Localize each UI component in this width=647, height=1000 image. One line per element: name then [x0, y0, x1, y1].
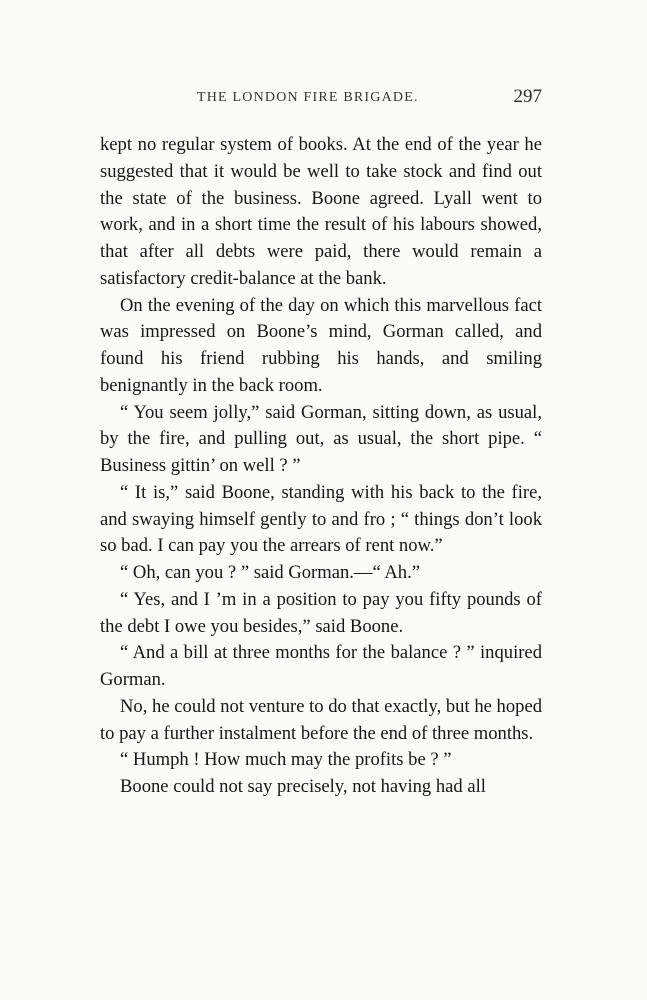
paragraph: “ It is,” said Boone, standing with his back to the fire, and swaying himself gently to and fro ; “ things don’t look so bad. I can pay you the arrears of rent now.”: [100, 481, 542, 557]
running-head: [100, 88, 542, 112]
paragraph-continued: kept no regular system of books. At the end of the year he suggested that it would be well to take stock and find out the state of the business. Boone agreed. Lyall went to work, and in a short time the result of his labours showed, that after all debts were paid, there would remain a satisfactory credit-balance at the bank.: [100, 134, 542, 289]
page-number: 297: [513, 86, 542, 107]
body-text: [100, 132, 542, 801]
paragraph: “ Humph ! How much may the profits be ? ”: [120, 749, 452, 771]
paragraph: “ And a bill at three months for the balance ? ” inquired Gorman.: [100, 642, 542, 690]
paragraph: On the evening of the day on which this marvellous fact was impressed on Boone’s mind, Gorman called, and found his friend rubbing his hands, and smiling benignantly in the back room.: [100, 294, 542, 396]
paragraph: “ You seem jolly,” said Gorman, sitting down, as usual, by the fire, and pulling out, as usual, the short pipe. “ Business gittin’ on well ? ”: [100, 401, 542, 476]
paragraph: “ Oh, can you ? ” said Gorman.—“ Ah.”: [120, 562, 420, 583]
paragraph: No, he could not venture to do that exactly, but he hoped to pay a further instalment before the end of three months.: [100, 695, 542, 744]
paragraph: “ Yes, and I ’m in a position to pay you fifty pounds of the debt I owe you besides,” said Boone.: [100, 588, 542, 637]
paragraph-continues: Boone could not say precisely, not having had all: [120, 776, 486, 797]
running-title: THE LONDON FIRE BRIGADE.: [197, 90, 419, 105]
